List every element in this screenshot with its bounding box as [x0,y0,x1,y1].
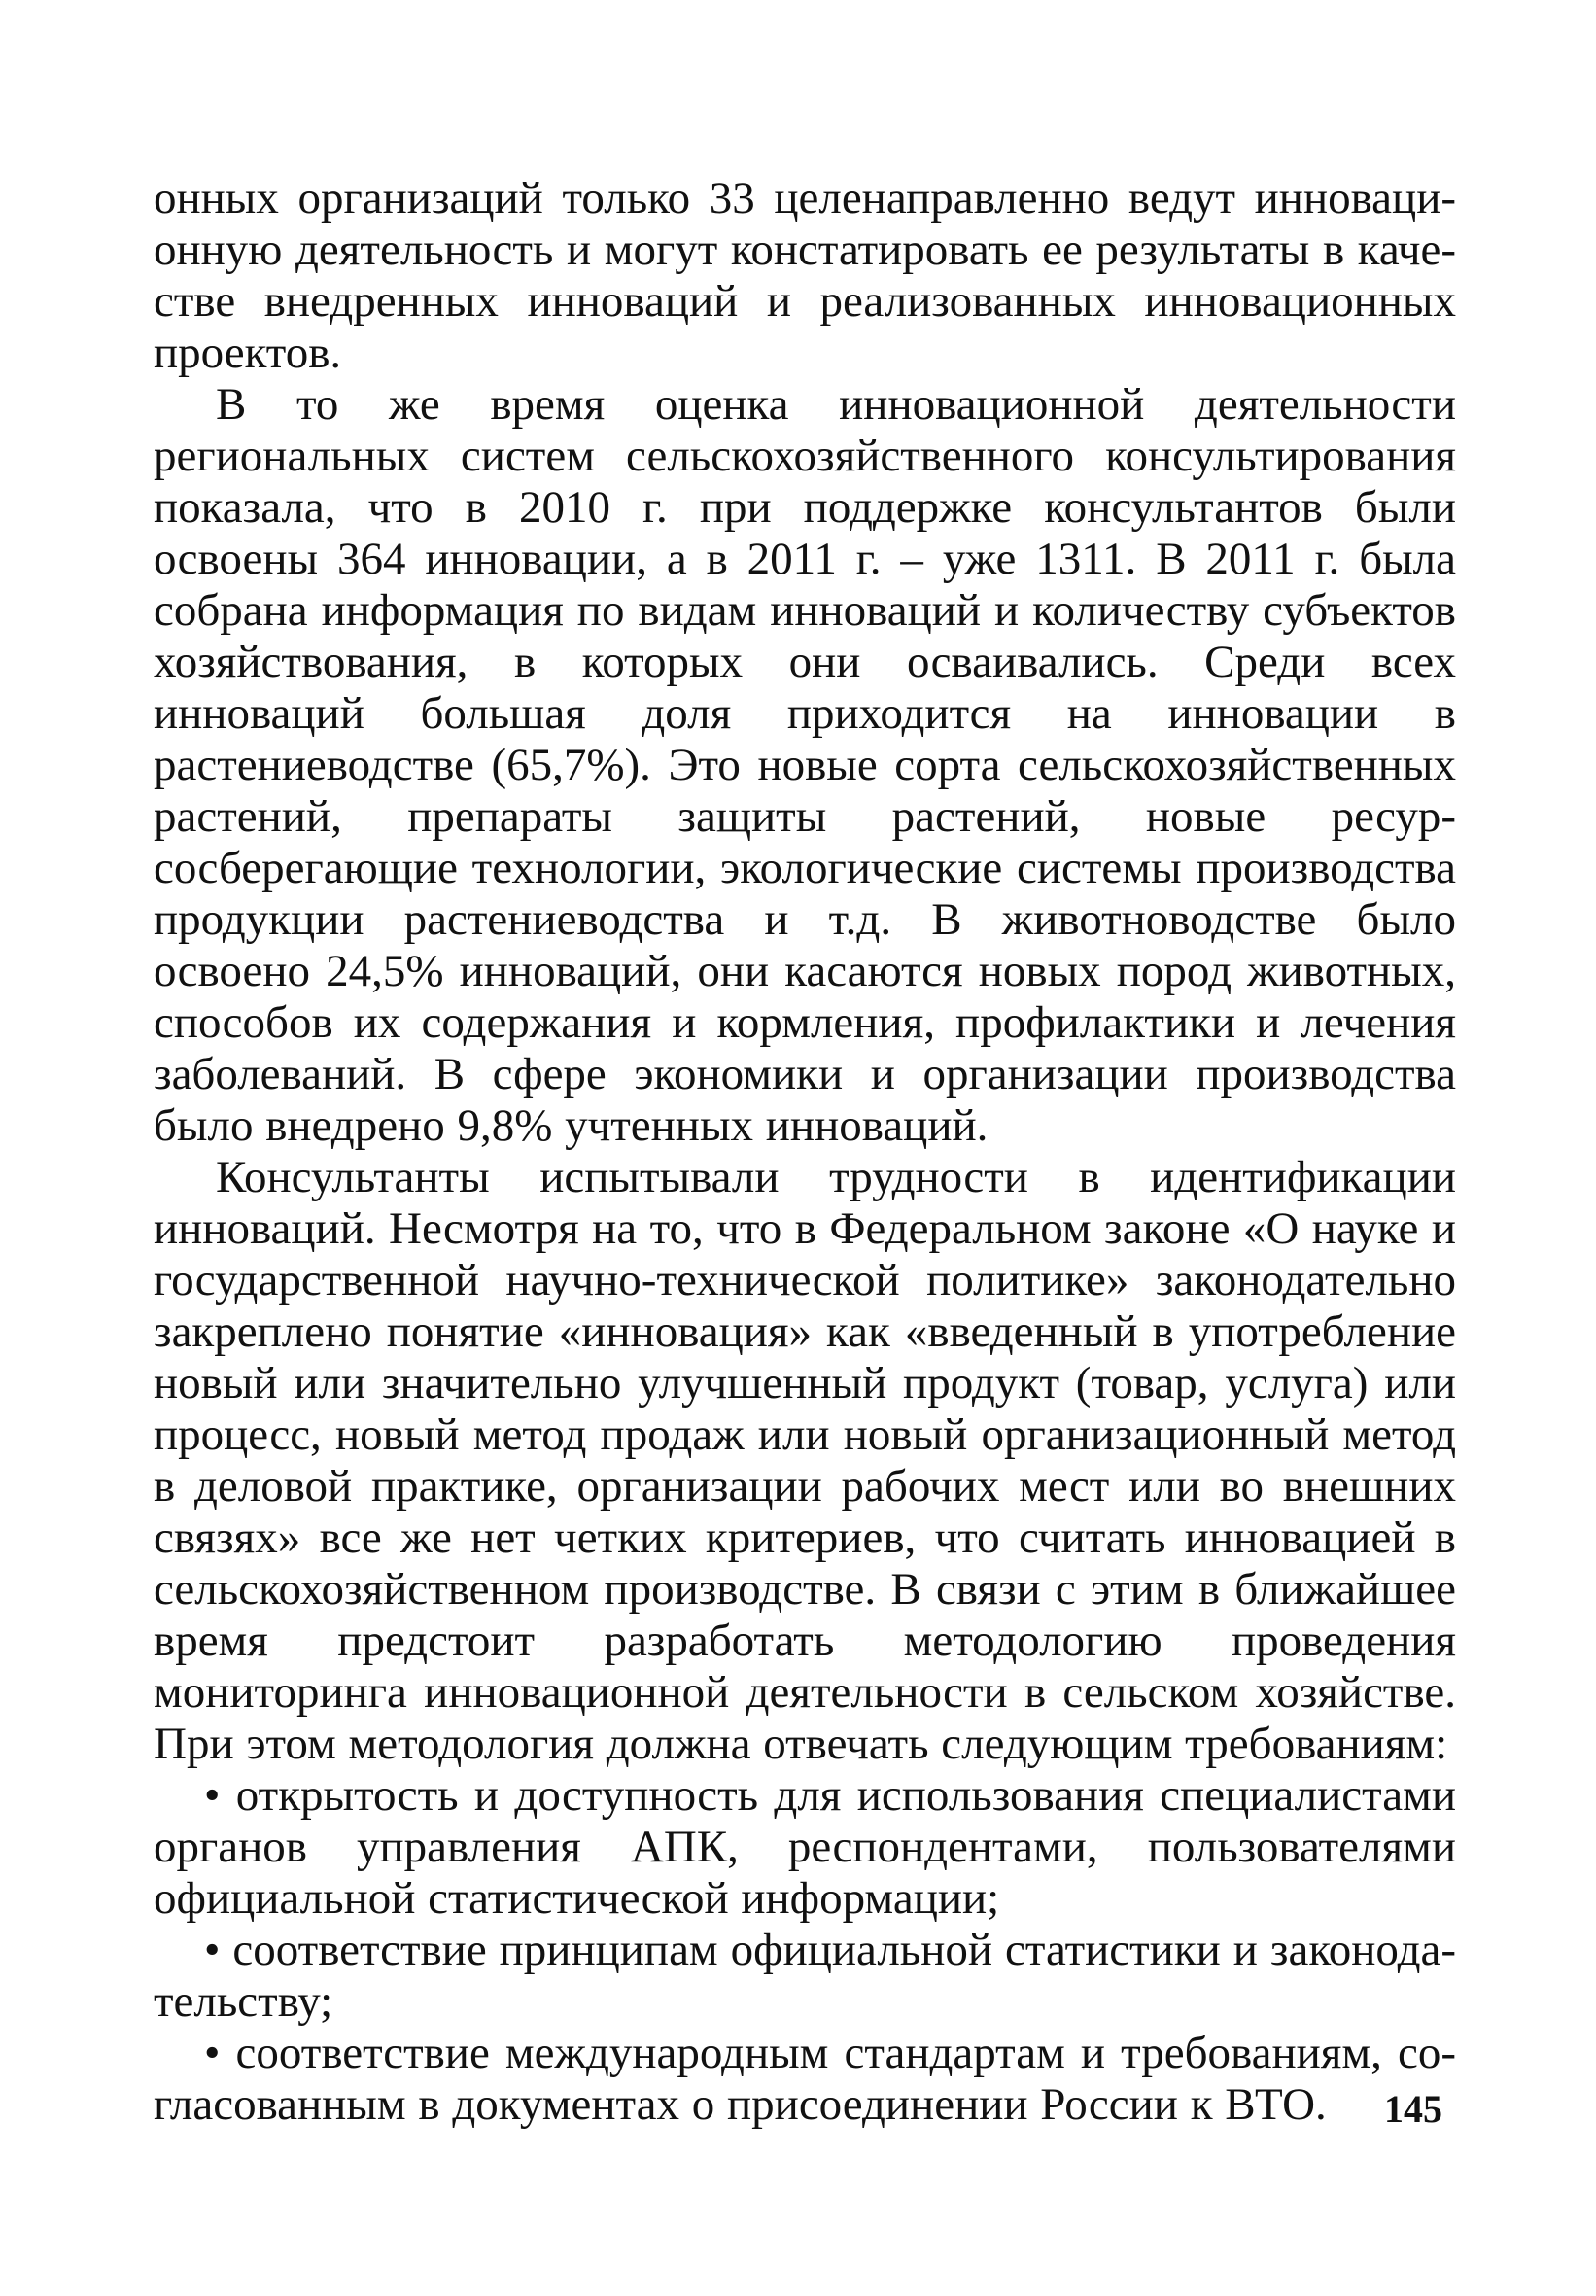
page-number: 145 [1384,2087,1442,2131]
paragraph-innovation-assessment: В то же время оценка инновационной деятельности региональных систем сельскохозяйственного консультирования показала, что в 2010 г. при поддержке консультантов были освоены 364 инновации, а в 2011 г. – уже 1311. В 2011 г. была собрана информация по видам инноваций и количеству субъектов хозяйствования, в которых они осваивались. Среди всех инноваций большая доля приходится на инновации в растениеводстве (65,7%). Это новые сорта сельскохозяйственных растений, препараты защиты растений, новые ресурсосберегающие технологии, экологические системы производства продукции растениеводства и т.д. В животноводстве было освоено 24,5% инноваций, они касаются новых пород животных, способов их содержания и кормления, профилактики и лечения заболеваний. В сфере экономики и организации производства было внедрено 9,8% учтенных инноваций. [154,379,1456,1151]
bullet-item-official-statistics: • соответствие принципам официальной статистики и законодательству; [154,1925,1456,2027]
bullet-item-international-standards: • соответствие международным стандартам и требованиям, согласованным в документах о присоединении России к ВТО. [154,2028,1456,2130]
paragraph-continuation: онных организаций только 33 целенаправленно ведут инновационную деятельность и могут констатировать ее результаты в качестве внедренных инноваций и реализованных инновационных проектов. [154,173,1456,378]
document-page [154,173,1456,2131]
bullet-item-openness: • открытость и доступность для использования специалистами органов управления АПК, респондентами, пользователями официальной статистической информации; [154,1770,1456,1924]
paragraph-consultants-difficulties: Консультанты испытывали трудности в идентификации инноваций. Несмотря на то, что в Федеральном законе «О науке и государственной научно-технической политике» законодательно закреплено понятие «инновация» как «введенный в употребление новый или значительно улучшенный продукт (товар, услуга) или процесс, новый метод продаж или новый организационный метод в деловой практике, организации рабочих мест или во внешних связях» все же нет четких критериев, что считать инновацией в сельскохозяйственном производстве. В связи с этим в ближайшее время предстоит разработать методологию проведения мониторинга инновационной деятельности в сельском хозяйстве. При этом методология должна отвечать следующим требованиям: [154,1152,1456,1769]
